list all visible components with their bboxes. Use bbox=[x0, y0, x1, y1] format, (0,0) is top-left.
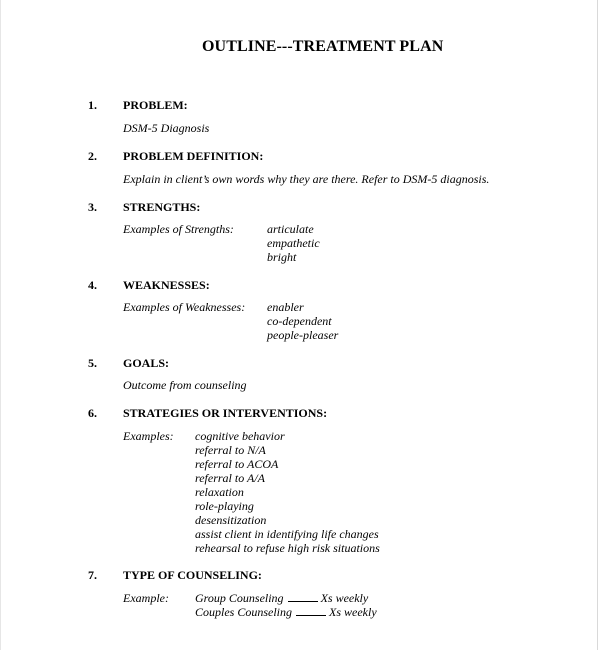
examples-label: Examples of Strengths: bbox=[123, 222, 234, 236]
section-number: 1. bbox=[88, 98, 97, 112]
list-item: cognitive behavior bbox=[195, 429, 285, 443]
list-item: rehearsal to refuse high risk situations bbox=[195, 541, 380, 555]
section-number: 3. bbox=[88, 200, 97, 214]
examples-label: Example: bbox=[123, 591, 169, 605]
section-text: DSM-5 Diagnosis bbox=[123, 121, 210, 135]
section-number: 2. bbox=[88, 149, 97, 163]
examples-list bbox=[267, 300, 338, 342]
list-item: desensitization bbox=[195, 513, 267, 527]
frequency-blank[interactable] bbox=[288, 591, 318, 602]
list-item: referral to A/A bbox=[195, 471, 265, 485]
section-heading: WEAKNESSES: bbox=[123, 278, 210, 292]
section-heading: GOALS: bbox=[123, 356, 170, 370]
section-number: 7. bbox=[88, 568, 97, 582]
frequency-suffix: Xs weekly bbox=[329, 605, 377, 619]
list-item: co-dependent bbox=[267, 314, 332, 328]
list-item: enabler bbox=[267, 300, 304, 314]
frequency-suffix: Xs weekly bbox=[320, 591, 369, 605]
examples-label: Examples of Weaknesses: bbox=[123, 300, 246, 314]
section-heading: PROBLEM: bbox=[123, 98, 188, 112]
section-heading: STRATEGIES OR INTERVENTIONS: bbox=[123, 406, 328, 420]
section-text: Explain in client’s own words why they are there. Refer to DSM-5 diagnosis. bbox=[123, 172, 490, 186]
list-item: referral to ACOA bbox=[195, 457, 279, 471]
section-number: 6. bbox=[88, 406, 97, 420]
counseling-type: Group Counseling bbox=[195, 591, 284, 605]
section-heading: PROBLEM DEFINITION: bbox=[123, 149, 264, 163]
examples-list bbox=[195, 429, 380, 555]
counseling-line bbox=[195, 591, 377, 605]
section-text: Outcome from counseling bbox=[123, 378, 247, 392]
list-item: people-pleaser bbox=[267, 328, 339, 342]
section-number: 4. bbox=[88, 278, 97, 292]
list-item: assist client in identifying life changes bbox=[195, 527, 379, 541]
section-heading: STRENGTHS: bbox=[123, 200, 201, 214]
frequency-blank[interactable] bbox=[296, 605, 326, 616]
list-item: relaxation bbox=[195, 485, 244, 499]
counseling-type: Couples Counseling bbox=[195, 605, 293, 619]
examples-label: Examples: bbox=[123, 429, 174, 443]
list-item: articulate bbox=[267, 222, 314, 236]
counseling-line bbox=[195, 605, 377, 619]
document-title: OUTLINE---TREATMENT PLAN bbox=[202, 38, 444, 55]
list-item: empathetic bbox=[267, 236, 320, 250]
list-item: bright bbox=[267, 250, 297, 264]
counseling-list bbox=[195, 591, 377, 619]
section-heading: TYPE OF COUNSELING: bbox=[123, 568, 262, 582]
list-item: referral to N/A bbox=[195, 443, 266, 457]
section-number: 5. bbox=[88, 356, 97, 370]
list-item: role-playing bbox=[195, 499, 254, 513]
examples-list bbox=[267, 222, 320, 264]
